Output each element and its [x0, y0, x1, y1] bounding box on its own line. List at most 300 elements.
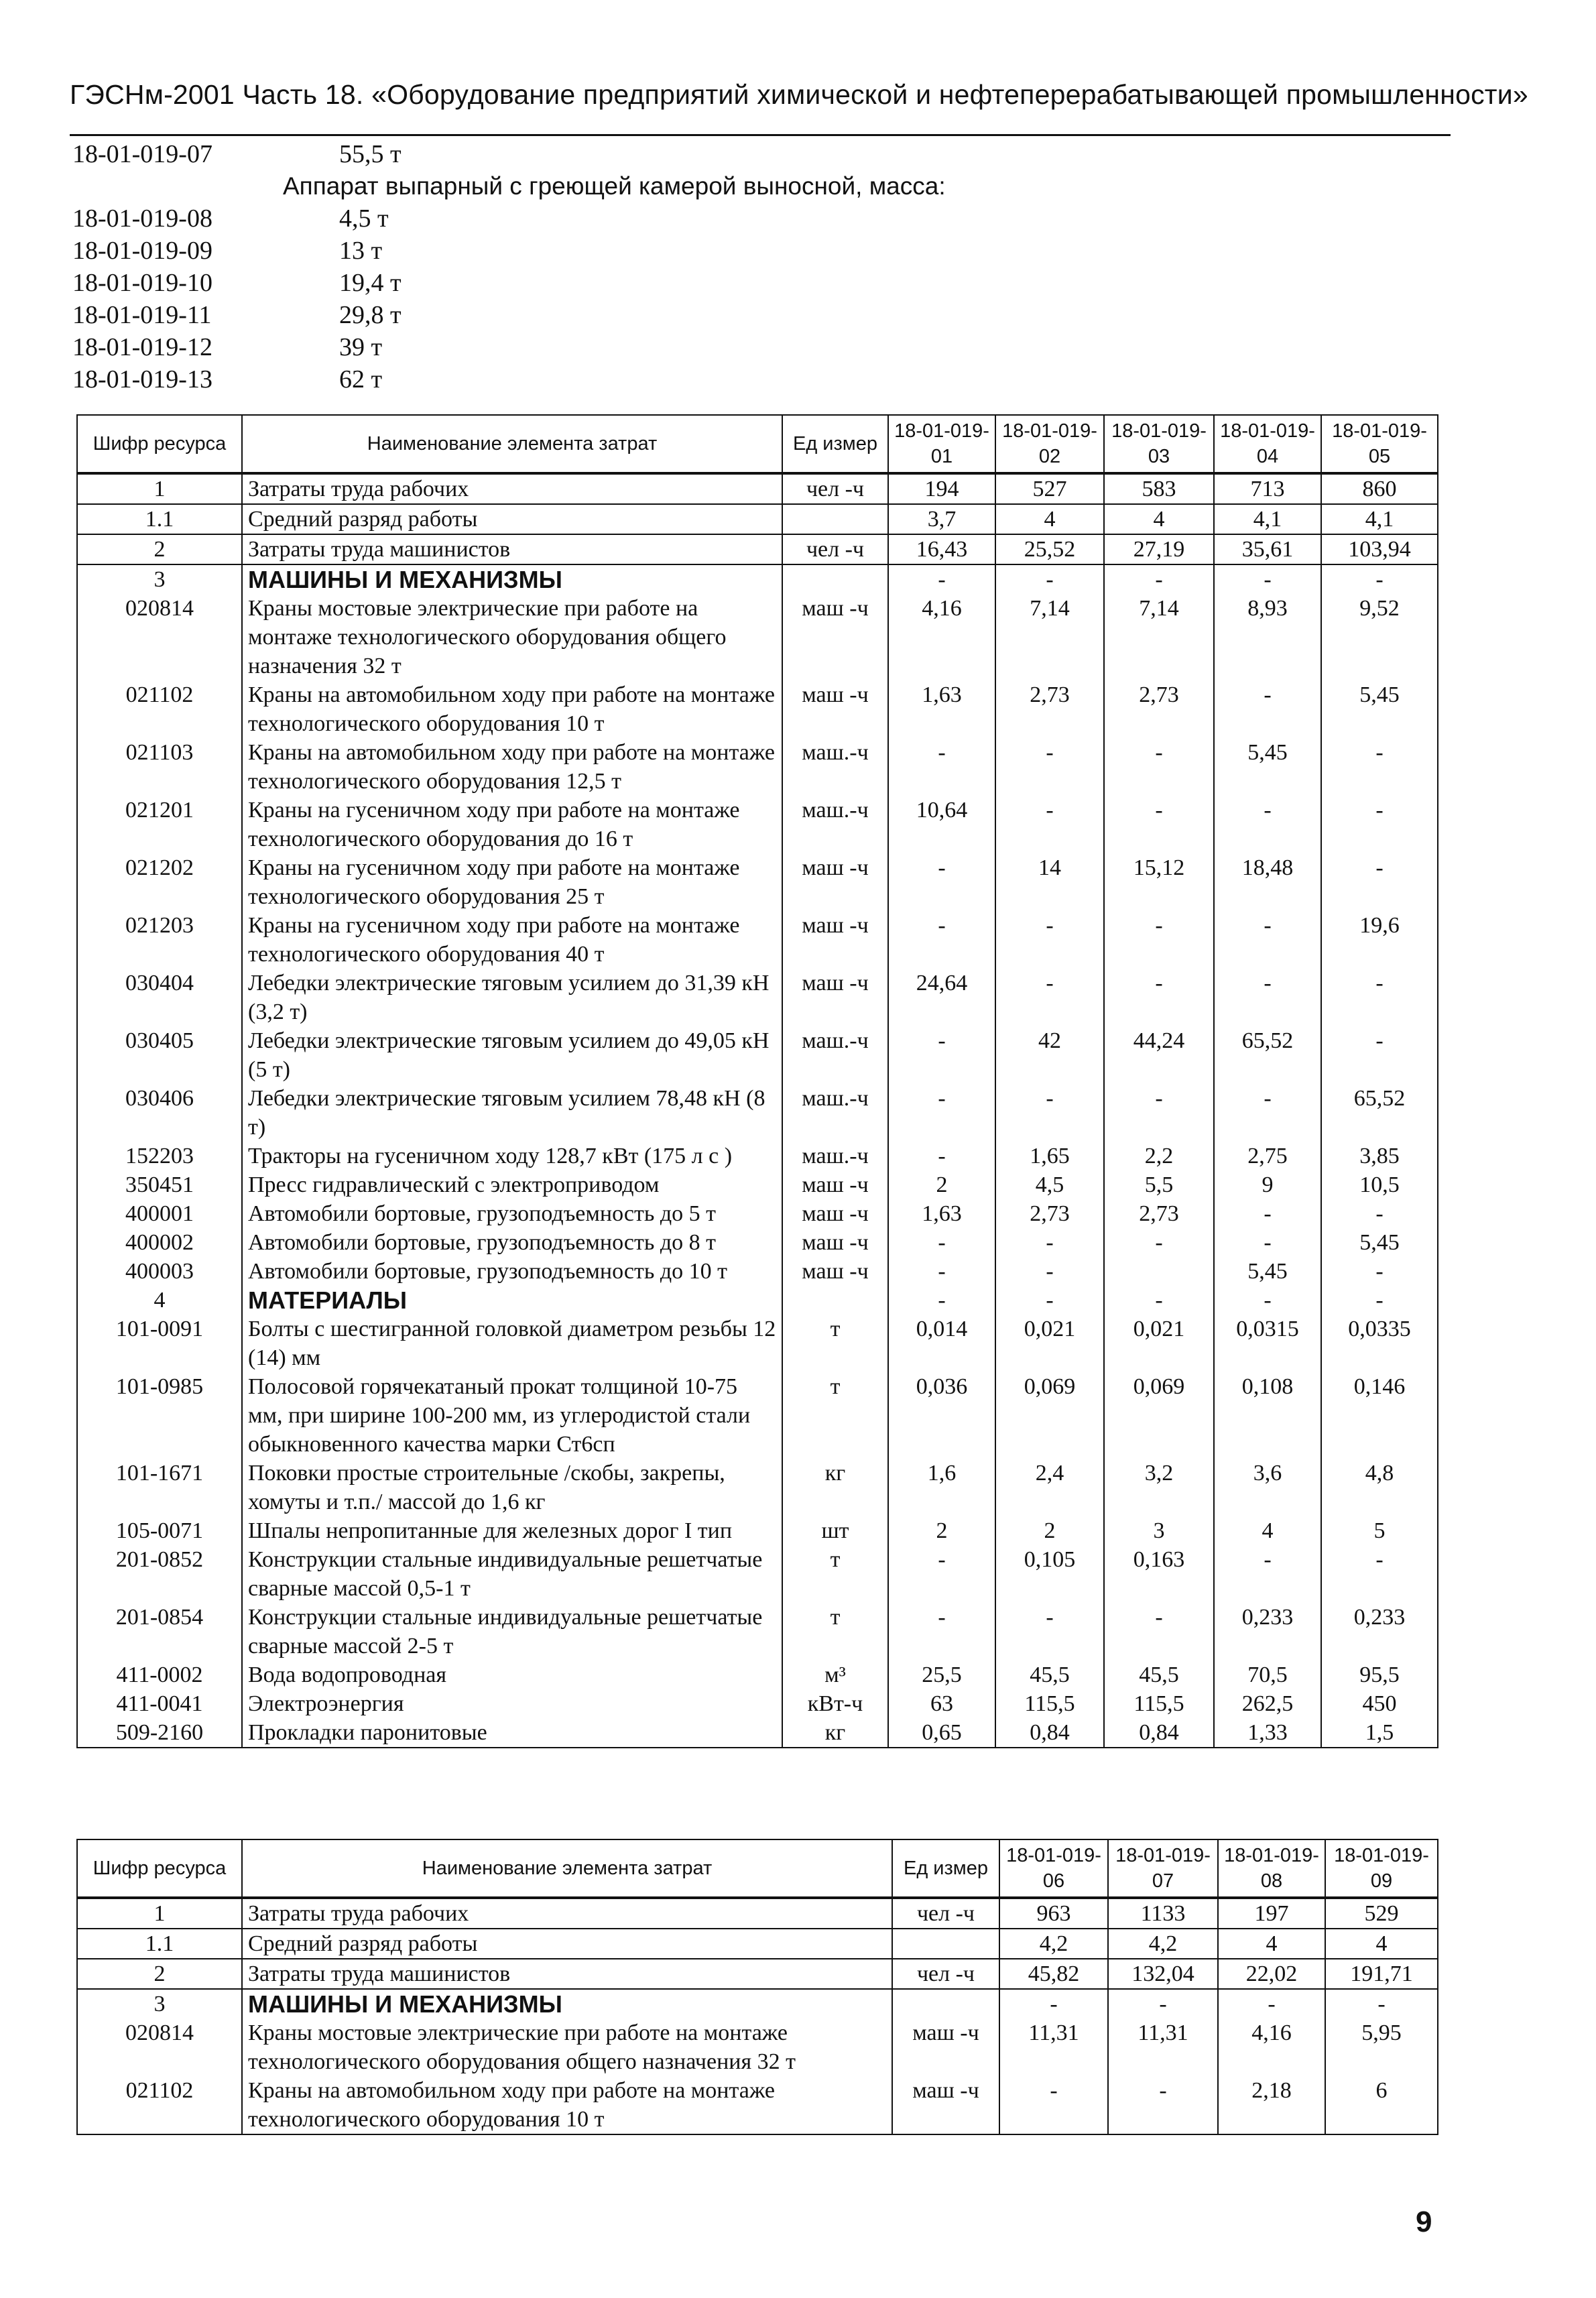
- table-row: [77, 680, 1438, 738]
- resource-name-cell: Тракторы на гусеничном ходу 128,7 кВт (175 л с ): [242, 1142, 782, 1170]
- resource-name-cell: Электроэнергия: [242, 1689, 782, 1718]
- resource-name-cell: Лебедки электрические тяговым усилием до 49,05 кН (5 т): [242, 1026, 782, 1084]
- resource-code: 18-01-019-13: [72, 365, 212, 394]
- value-cell: 5,45: [1214, 1257, 1321, 1286]
- resource-code-cell: 152203: [77, 1142, 242, 1170]
- value-cell: -: [1104, 1286, 1214, 1315]
- value-cell: 45,82: [999, 1959, 1108, 1989]
- column-header: 18-01-019-08: [1218, 1839, 1325, 1898]
- code-list-item: [70, 299, 1343, 331]
- value-cell: 8,93: [1214, 594, 1321, 680]
- table-row: [77, 853, 1438, 911]
- table-row: [77, 1898, 1438, 1929]
- value-cell: 4,1: [1321, 504, 1438, 534]
- value-cell: 450: [1321, 1689, 1438, 1718]
- value-cell: 44,24: [1104, 1026, 1214, 1084]
- unit-cell: [892, 1989, 999, 2018]
- resource-code-cell: 021202: [77, 853, 242, 911]
- resource-code-cell: 201-0854: [77, 1603, 242, 1660]
- value-cell: -: [1321, 969, 1438, 1026]
- unit-cell: чел -ч: [892, 1898, 999, 1929]
- value-cell: 3,7: [888, 504, 995, 534]
- value-cell: 4,16: [1218, 2018, 1325, 2076]
- value-cell: 5: [1321, 1516, 1438, 1545]
- unit-cell: чел -ч: [892, 1959, 999, 1989]
- value-cell: 10,64: [888, 796, 995, 853]
- value-cell: -: [999, 1989, 1108, 2018]
- table-row: [77, 1718, 1438, 1748]
- unit-cell: маш -ч: [782, 1199, 888, 1228]
- resource-code-cell: 2: [77, 534, 242, 564]
- value-cell: -: [888, 1545, 995, 1603]
- column-header: 18-01-019-07: [1108, 1839, 1218, 1898]
- value-cell: 0,84: [995, 1718, 1104, 1748]
- value-cell: -: [1104, 1603, 1214, 1660]
- resource-code-cell: 020814: [77, 2018, 242, 2076]
- value-cell: 15,12: [1104, 853, 1214, 911]
- value-cell: 115,5: [1104, 1689, 1214, 1718]
- value-cell: -: [1214, 796, 1321, 853]
- value-cell: 5,45: [1321, 1228, 1438, 1257]
- resource-name-cell: МАШИНЫ И МЕХАНИЗМЫ: [242, 564, 782, 594]
- resource-name-cell: Полосовой горячекатаный прокат толщиной 10-75 мм, при ширине 100-200 мм, из углеродистой стали обыкновенного качества марки Ст6сп: [242, 1372, 782, 1459]
- value-cell: 22,02: [1218, 1959, 1325, 1989]
- table-row: [77, 1257, 1438, 1286]
- table-row: [77, 1516, 1438, 1545]
- resource-code-cell: 1: [77, 1898, 242, 1929]
- unit-cell: т: [782, 1372, 888, 1459]
- value-cell: 0,146: [1321, 1372, 1438, 1459]
- resource-code-cell: 3: [77, 1989, 242, 2018]
- value-cell: 3,85: [1321, 1142, 1438, 1170]
- value-cell: -: [888, 1142, 995, 1170]
- section-row: [77, 1286, 1438, 1315]
- code-list-item: [70, 235, 1343, 267]
- value-cell: 2: [888, 1170, 995, 1199]
- unit-cell: шт: [782, 1516, 888, 1545]
- value-cell: 9,52: [1321, 594, 1438, 680]
- value-cell: 132,04: [1108, 1959, 1218, 1989]
- value-cell: 0,021: [1104, 1315, 1214, 1372]
- unit-cell: маш -ч: [782, 969, 888, 1026]
- unit-cell: м³: [782, 1660, 888, 1689]
- page-number: 9: [1416, 2205, 1432, 2238]
- value-cell: 963: [999, 1898, 1108, 1929]
- value-cell: 860: [1321, 473, 1438, 504]
- resource-name-cell: Краны на автомобильном ходу при работе на монтаже технологического оборудования 10 т: [242, 680, 782, 738]
- resource-code-cell: 101-0985: [77, 1372, 242, 1459]
- resource-code-cell: 400003: [77, 1257, 242, 1286]
- value-cell: 11,31: [1108, 2018, 1218, 2076]
- code-list-item: [70, 331, 1343, 363]
- value-cell: 194: [888, 473, 995, 504]
- resource-code-cell: 101-0091: [77, 1315, 242, 1372]
- unit-cell: маш -ч: [782, 1257, 888, 1286]
- value-cell: -: [1321, 1545, 1438, 1603]
- unit-cell: [782, 564, 888, 594]
- value-cell: 1,33: [1214, 1718, 1321, 1748]
- value-cell: -: [1108, 2076, 1218, 2134]
- unit-cell: маш -ч: [782, 911, 888, 969]
- value-cell: 0,0315: [1214, 1315, 1321, 1372]
- table-row: [77, 1199, 1438, 1228]
- resource-code-cell: 411-0041: [77, 1689, 242, 1718]
- resource-name-cell: Средний разряд работы: [242, 504, 782, 534]
- value-cell: 35,61: [1214, 534, 1321, 564]
- resource-name-cell: Краны на гусеничном ходу при работе на монтаже технологического оборудования 25 т: [242, 853, 782, 911]
- table-row: [77, 1959, 1438, 1989]
- unit-cell: кВт-ч: [782, 1689, 888, 1718]
- resource-name-cell: Краны на гусеничном ходу при работе на монтаже технологического оборудования до 16 т: [242, 796, 782, 853]
- column-header: Ед измер: [782, 415, 888, 473]
- value-cell: -: [1321, 564, 1438, 594]
- value-cell: 42: [995, 1026, 1104, 1084]
- value-cell: 25,5: [888, 1660, 995, 1689]
- value-cell: -: [1321, 853, 1438, 911]
- value-cell: 0,84: [1104, 1718, 1214, 1748]
- value-cell: 7,14: [995, 594, 1104, 680]
- value-cell: 0,021: [995, 1315, 1104, 1372]
- value-cell: 0,069: [1104, 1372, 1214, 1459]
- resource-code: 18-01-019-12: [72, 333, 212, 361]
- resource-name-cell: Болты с шестигранной головкой диаметром резьбы 12 (14) мм: [242, 1315, 782, 1372]
- value-cell: -: [1104, 1084, 1214, 1142]
- value-cell: 4,16: [888, 594, 995, 680]
- value-cell: 5,45: [1321, 680, 1438, 738]
- value-cell: 527: [995, 473, 1104, 504]
- value-cell: 2,18: [1218, 2076, 1325, 2134]
- value-cell: 18,48: [1214, 853, 1321, 911]
- table-row: [77, 1545, 1438, 1603]
- value-cell: 2,73: [995, 680, 1104, 738]
- value-cell: 5,45: [1214, 738, 1321, 796]
- resource-name-cell: Вода водопроводная: [242, 1660, 782, 1689]
- value-cell: -: [1104, 911, 1214, 969]
- resource-name-cell: Краны мостовые электрические при работе на монтаже технологического оборудования общего назначения 32 т: [242, 2018, 892, 2076]
- value-cell: -: [1214, 1286, 1321, 1315]
- code-list: [70, 138, 1343, 396]
- code-list-item: [70, 363, 1343, 396]
- value-cell: 9: [1214, 1170, 1321, 1199]
- value-cell: -: [995, 1228, 1104, 1257]
- resource-mass: 39 т: [339, 333, 383, 361]
- value-cell: 2: [888, 1516, 995, 1545]
- resource-code-cell: 021102: [77, 2076, 242, 2134]
- value-cell: 24,64: [888, 969, 995, 1026]
- unit-cell: [892, 1929, 999, 1959]
- value-cell: 0,233: [1214, 1603, 1321, 1660]
- resource-code-cell: 1.1: [77, 504, 242, 534]
- value-cell: 25,52: [995, 534, 1104, 564]
- value-cell: 7,14: [1104, 594, 1214, 680]
- value-cell: -: [995, 1286, 1104, 1315]
- value-cell: -: [995, 969, 1104, 1026]
- table-row: [77, 594, 1438, 680]
- unit-cell: маш.-ч: [782, 1026, 888, 1084]
- resource-code-cell: 400002: [77, 1228, 242, 1257]
- value-cell: 4: [1325, 1929, 1438, 1959]
- document-header-title: ГЭСНм-2001 Часть 18. «Оборудование предприятий химической и нефтеперерабатывающей промышленности»: [70, 79, 1528, 110]
- resource-code: 18-01-019-10: [72, 269, 212, 297]
- table-row: [77, 504, 1438, 534]
- value-cell: 11,31: [999, 2018, 1108, 2076]
- resource-name-cell: Средний разряд работы: [242, 1929, 892, 1959]
- resource-mass: 19,4 т: [339, 269, 402, 297]
- value-cell: 2,2: [1104, 1142, 1214, 1170]
- value-cell: 27,19: [1104, 534, 1214, 564]
- value-cell: 0,65: [888, 1718, 995, 1748]
- value-cell: 0,108: [1214, 1372, 1321, 1459]
- value-cell: 5,5: [1104, 1170, 1214, 1199]
- resource-code-cell: 509-2160: [77, 1718, 242, 1748]
- unit-cell: чел -ч: [782, 534, 888, 564]
- value-cell: 0,014: [888, 1315, 995, 1372]
- value-cell: 95,5: [1321, 1660, 1438, 1689]
- value-cell: 197: [1218, 1898, 1325, 1929]
- value-cell: 115,5: [995, 1689, 1104, 1718]
- table-row: [77, 911, 1438, 969]
- table-row: [77, 1660, 1438, 1689]
- value-cell: -: [1321, 1257, 1438, 1286]
- value-cell: 4,2: [1108, 1929, 1218, 1959]
- table-row: [77, 1228, 1438, 1257]
- resource-code: 18-01-019-09: [72, 237, 212, 265]
- resource-code-cell: 021201: [77, 796, 242, 853]
- resource-name-cell: Автомобили бортовые, грузоподъемность до 8 т: [242, 1228, 782, 1257]
- value-cell: -: [888, 564, 995, 594]
- value-cell: 16,43: [888, 534, 995, 564]
- resource-code-cell: 020814: [77, 594, 242, 680]
- value-cell: 63: [888, 1689, 995, 1718]
- value-cell: 45,5: [995, 1660, 1104, 1689]
- unit-cell: маш.-ч: [782, 796, 888, 853]
- resource-code-cell: 3: [77, 564, 242, 594]
- resource-name-cell: Краны на гусеничном ходу при работе на монтаже технологического оборудования 40 т: [242, 911, 782, 969]
- value-cell: -: [1321, 1199, 1438, 1228]
- resource-code-cell: 1.1: [77, 1929, 242, 1959]
- unit-cell: маш.-ч: [782, 1142, 888, 1170]
- value-cell: -: [1214, 1545, 1321, 1603]
- value-cell: 0,163: [1104, 1545, 1214, 1603]
- resource-name-cell: Краны на автомобильном ходу при работе на монтаже технологического оборудования 10 т: [242, 2076, 892, 2134]
- value-cell: 4: [1104, 504, 1214, 534]
- resource-code-cell: 021103: [77, 738, 242, 796]
- value-cell: 4: [995, 504, 1104, 534]
- value-cell: -: [1321, 796, 1438, 853]
- resource-name-cell: Лебедки электрические тяговым усилием до 31,39 кН (3,2 т): [242, 969, 782, 1026]
- section-row: [77, 1989, 1438, 2018]
- value-cell: -: [1104, 738, 1214, 796]
- unit-cell: чел -ч: [782, 473, 888, 504]
- value-cell: -: [888, 1084, 995, 1142]
- resource-name-cell: МАШИНЫ И МЕХАНИЗМЫ: [242, 1989, 892, 2018]
- unit-cell: маш.-ч: [782, 1084, 888, 1142]
- unit-cell: маш -ч: [892, 2076, 999, 2134]
- column-header: Ед измер: [892, 1839, 999, 1898]
- unit-cell: маш -ч: [782, 853, 888, 911]
- resource-code-cell: 1: [77, 473, 242, 504]
- value-cell: 2: [995, 1516, 1104, 1545]
- resource-table-1: [76, 414, 1438, 1748]
- resource-code-cell: 201-0852: [77, 1545, 242, 1603]
- table-row: [77, 2018, 1438, 2076]
- resource-code-cell: 021203: [77, 911, 242, 969]
- resource-mass: 29,8 т: [339, 301, 402, 329]
- value-cell: 0,069: [995, 1372, 1104, 1459]
- resource-name-cell: Конструкции стальные индивидуальные решетчатые сварные массой 0,5-1 т: [242, 1545, 782, 1603]
- resource-name-cell: Затраты труда машинистов: [242, 1959, 892, 1989]
- value-cell: 2,73: [995, 1199, 1104, 1228]
- table-row: [77, 1084, 1438, 1142]
- value-cell: 1,65: [995, 1142, 1104, 1170]
- resource-code-cell: 4: [77, 1286, 242, 1315]
- value-cell: 1,6: [888, 1459, 995, 1516]
- table-row: [77, 1142, 1438, 1170]
- resource-code: 18-01-019-08: [72, 204, 212, 233]
- value-cell: -: [1214, 911, 1321, 969]
- resource-mass: 4,5 т: [339, 204, 389, 233]
- table-row: [77, 969, 1438, 1026]
- resource-name-cell: Конструкции стальные индивидуальные решетчатые сварные массой 2-5 т: [242, 1603, 782, 1660]
- resource-name-cell: Автомобили бортовые, грузоподъемность до 5 т: [242, 1199, 782, 1228]
- value-cell: 2,4: [995, 1459, 1104, 1516]
- column-header: 18-01-019-09: [1325, 1839, 1438, 1898]
- value-cell: -: [995, 1603, 1104, 1660]
- value-cell: 583: [1104, 473, 1214, 504]
- value-cell: -: [995, 1257, 1104, 1286]
- column-header: 18-01-019-05: [1321, 415, 1438, 473]
- table-row: [77, 796, 1438, 853]
- value-cell: -: [999, 2076, 1108, 2134]
- resource-name-cell: Краны на автомобильном ходу при работе на монтаже технологического оборудования 12,5 т: [242, 738, 782, 796]
- table-row: [77, 1372, 1438, 1459]
- column-header: 18-01-019-02: [995, 415, 1104, 473]
- resource-code-cell: 105-0071: [77, 1516, 242, 1545]
- resource-code-cell: 400001: [77, 1199, 242, 1228]
- value-cell: -: [888, 1257, 995, 1286]
- value-cell: 4,2: [999, 1929, 1108, 1959]
- value-cell: 2,73: [1104, 1199, 1214, 1228]
- value-cell: -: [1214, 1228, 1321, 1257]
- value-cell: 262,5: [1214, 1689, 1321, 1718]
- resource-name-cell: Поковки простые строительные /скобы, закрепы, хомуты и т.п./ массой до 1,6 кг: [242, 1459, 782, 1516]
- unit-cell: кг: [782, 1459, 888, 1516]
- value-cell: -: [1321, 1026, 1438, 1084]
- value-cell: -: [1104, 796, 1214, 853]
- value-cell: 0,0335: [1321, 1315, 1438, 1372]
- value-cell: -: [995, 911, 1104, 969]
- value-cell: -: [1325, 1989, 1438, 2018]
- value-cell: -: [1214, 1084, 1321, 1142]
- value-cell: -: [888, 738, 995, 796]
- column-header: Шифр ресурса: [77, 1839, 242, 1898]
- resource-table-2: [76, 1839, 1438, 2135]
- value-cell: 3,2: [1104, 1459, 1214, 1516]
- value-cell: 4: [1214, 1516, 1321, 1545]
- resource-name-cell: Затраты труда рабочих: [242, 1898, 892, 1929]
- code-list-item: [70, 202, 1343, 235]
- value-cell: 0,105: [995, 1545, 1104, 1603]
- value-cell: -: [995, 738, 1104, 796]
- value-cell: -: [888, 911, 995, 969]
- resource-code-cell: 030405: [77, 1026, 242, 1084]
- value-cell: 14: [995, 853, 1104, 911]
- code-list-item: [70, 267, 1343, 299]
- value-cell: 4: [1218, 1929, 1325, 1959]
- value-cell: -: [995, 564, 1104, 594]
- resource-code-cell: 2: [77, 1959, 242, 1989]
- value-cell: 4,5: [995, 1170, 1104, 1199]
- column-header: 18-01-019-04: [1214, 415, 1321, 473]
- value-cell: 1,63: [888, 1199, 995, 1228]
- table-row: [77, 1315, 1438, 1372]
- resource-code-cell: 021102: [77, 680, 242, 738]
- value-cell: [1104, 1257, 1214, 1286]
- code-list-subtitle-row: [70, 170, 1343, 202]
- table-row: [77, 1026, 1438, 1084]
- code-list-item: [70, 138, 1343, 170]
- value-cell: 3: [1104, 1516, 1214, 1545]
- table-row: [77, 1689, 1438, 1718]
- value-cell: 529: [1325, 1898, 1438, 1929]
- value-cell: 3,6: [1214, 1459, 1321, 1516]
- value-cell: -: [1218, 1989, 1325, 2018]
- column-header: Наименование элемента затрат: [242, 415, 782, 473]
- table-row: [77, 473, 1438, 504]
- resource-code-cell: 411-0002: [77, 1660, 242, 1689]
- table-row: [77, 2076, 1438, 2134]
- value-cell: -: [1214, 969, 1321, 1026]
- value-cell: 2,73: [1104, 680, 1214, 738]
- resource-mass: 62 т: [339, 365, 383, 394]
- value-cell: 19,6: [1321, 911, 1438, 969]
- table-row: [77, 1603, 1438, 1660]
- value-cell: 6: [1325, 2076, 1438, 2134]
- resource-name-cell: МАТЕРИАЛЫ: [242, 1286, 782, 1315]
- value-cell: 0,036: [888, 1372, 995, 1459]
- value-cell: 5,95: [1325, 2018, 1438, 2076]
- resource-name-cell: Краны мостовые электрические при работе на монтаже технологического оборудования общего назначения 32 т: [242, 594, 782, 680]
- column-header: Наименование элемента затрат: [242, 1839, 892, 1898]
- value-cell: -: [1104, 969, 1214, 1026]
- unit-cell: маш.-ч: [782, 738, 888, 796]
- unit-cell: маш -ч: [782, 1170, 888, 1199]
- resource-code: 18-01-019-11: [72, 301, 212, 329]
- value-cell: -: [1214, 564, 1321, 594]
- unit-cell: [782, 504, 888, 534]
- value-cell: -: [1214, 680, 1321, 738]
- unit-cell: маш -ч: [782, 594, 888, 680]
- value-cell: -: [1321, 738, 1438, 796]
- unit-cell: т: [782, 1315, 888, 1372]
- value-cell: -: [1214, 1199, 1321, 1228]
- value-cell: 10,5: [1321, 1170, 1438, 1199]
- value-cell: -: [995, 1084, 1104, 1142]
- value-cell: 1,5: [1321, 1718, 1438, 1748]
- resource-name-cell: Затраты труда машинистов: [242, 534, 782, 564]
- value-cell: 713: [1214, 473, 1321, 504]
- column-header: 18-01-019-03: [1104, 415, 1214, 473]
- value-cell: 103,94: [1321, 534, 1438, 564]
- value-cell: -: [888, 1286, 995, 1315]
- value-cell: -: [1104, 1228, 1214, 1257]
- value-cell: -: [1321, 1286, 1438, 1315]
- resource-code-cell: 350451: [77, 1170, 242, 1199]
- unit-cell: маш -ч: [892, 2018, 999, 2076]
- column-header: 18-01-019-01: [888, 415, 995, 473]
- value-cell: 45,5: [1104, 1660, 1214, 1689]
- value-cell: 1,63: [888, 680, 995, 738]
